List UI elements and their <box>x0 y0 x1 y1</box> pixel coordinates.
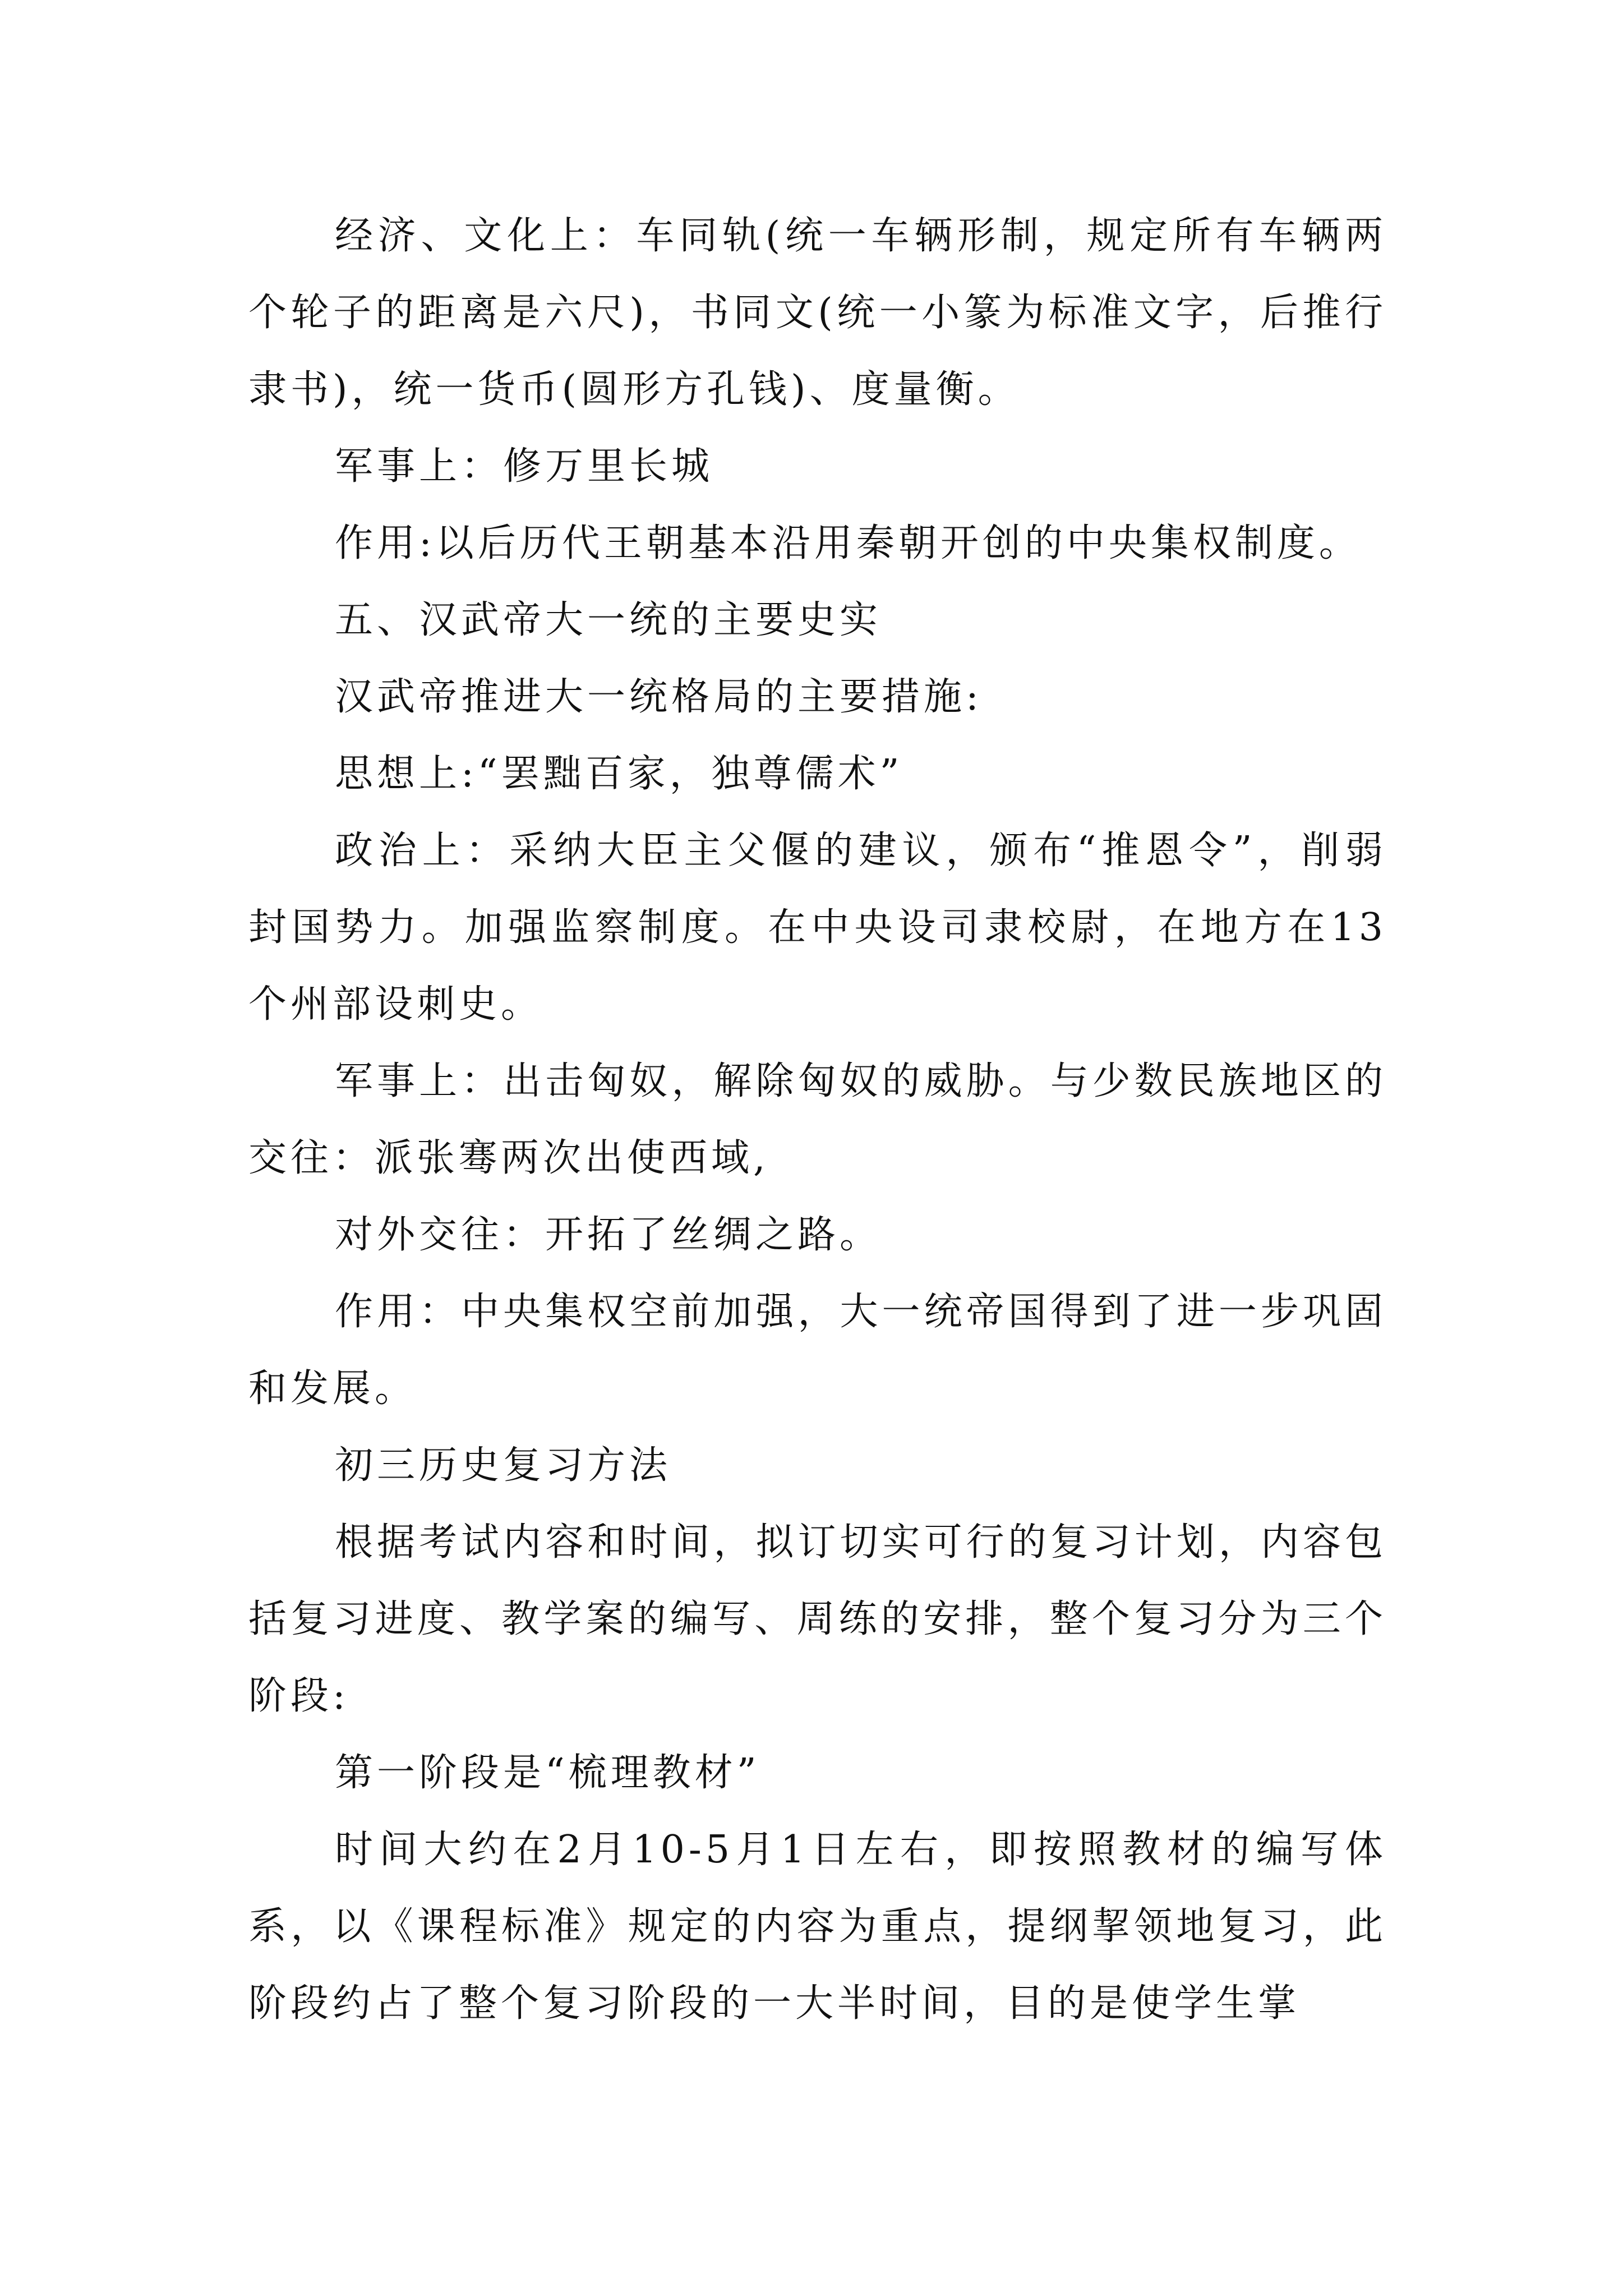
paragraph-foreign-relations: 对外交往：开拓了丝绸之路。 <box>335 1213 882 1257</box>
paragraph-effect-qin: 作用:以后历代王朝基本沿用秦朝开创的中央集权制度。 <box>335 521 1361 565</box>
paragraph-politics: 政治上：采纳大臣主父偃的建议，颁布“推恩令”，削弱封国势力。加强监察制度。在中央设司隶校尉，在地方在13个州部设刺史。 <box>248 829 1387 1027</box>
paragraph-military-great-wall: 军事上：修万里长城 <box>335 444 714 489</box>
paragraph-economy-culture: 经济、文化上：车同轨(统一车辆形制，规定所有车辆两个轮子的距离是六尺)，书同文(统一小篆为标准文字，后推行隶书)，统一货币(圆形方孔钱)、度量衡。 <box>248 214 1387 412</box>
paragraph-stage-one-title: 第一阶段是“梳理教材” <box>335 1751 760 1795</box>
section-heading-han-wudi: 五、汉武帝大一统的主要史实 <box>335 598 882 642</box>
paragraph-stage-one-detail: 时间大约在2月10-5月1日左右，即按照教材的编写体系，以《课程标准》规定的内容为重点，提纲挈领地复习，此阶段约占了整个复习阶段的一大半时间，目的是使学生掌 <box>248 1828 1387 2026</box>
paragraph-effect-han: 作用：中央集权空前加强，大一统帝国得到了进一步巩固和发展。 <box>248 1290 1387 1411</box>
paragraph-review-plan: 根据考试内容和时间，拟订切实可行的复习计划，内容包括复习进度、教学案的编写、周练的安排，整个复习分为三个阶段: <box>248 1520 1387 1718</box>
paragraph-ideology: 思想上:“罢黜百家，独尊儒术” <box>335 752 903 796</box>
paragraph-main-measures: 汉武帝推进大一统格局的主要措施: <box>335 675 983 719</box>
document-body <box>248 197 1387 2042</box>
paragraph-military-xiongnu: 军事上：出击匈奴，解除匈奴的威胁。与少数民族地区的交往：派张骞两次出使西域, <box>248 1059 1387 1180</box>
section-heading-review-method: 初三历史复习方法 <box>335 1443 672 1488</box>
